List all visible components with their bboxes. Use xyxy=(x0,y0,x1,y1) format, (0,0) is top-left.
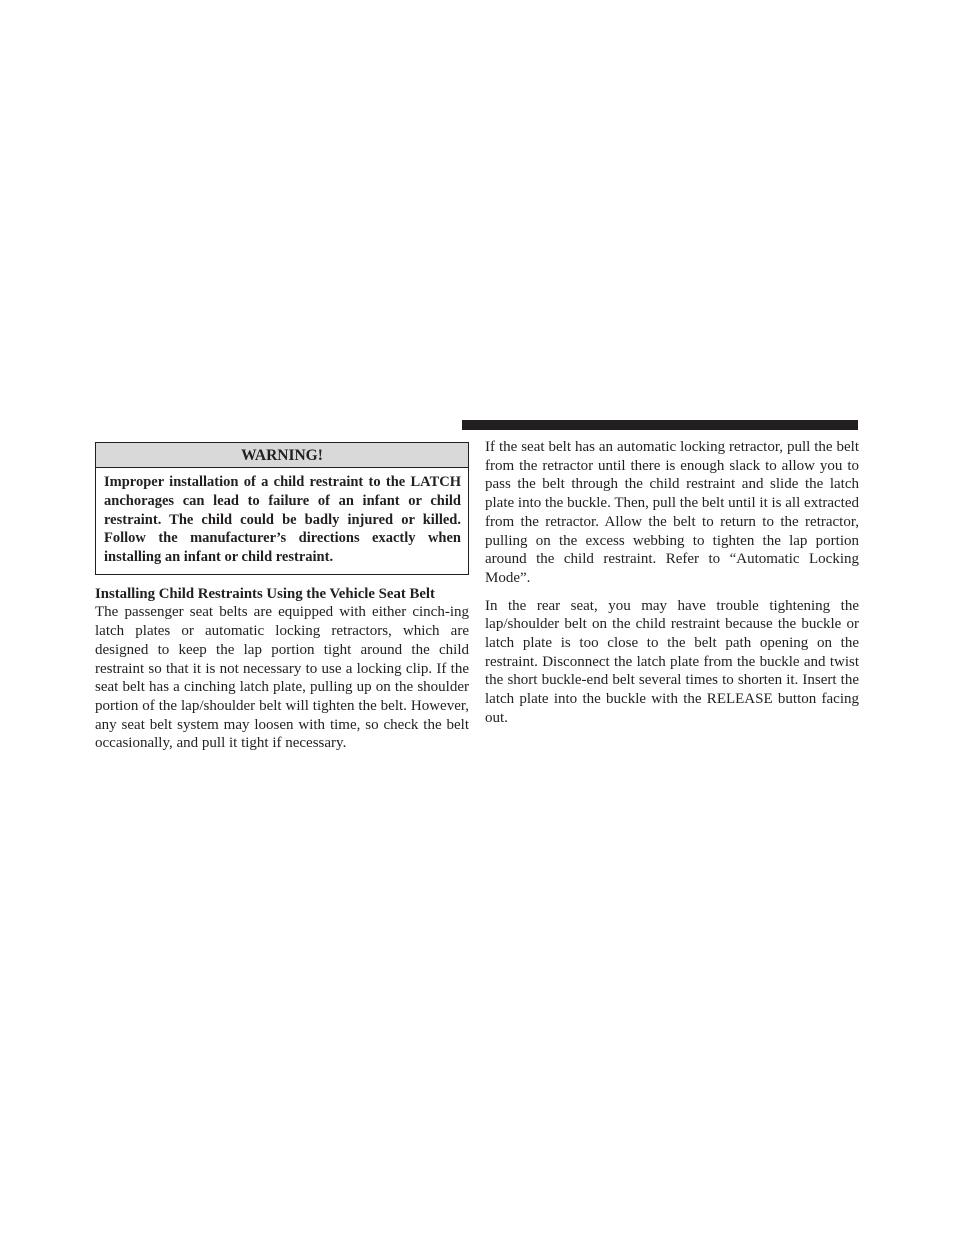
left-column xyxy=(95,442,469,753)
section-paragraph: The passenger seat belts are equipped with either cinch-ing latch plates or automatic locking retractors, which are designed to keep the lap portion tight around the child restraint so that it is not necessary to use a locking clip. If the seat belt has a cinching latch plate, pulling up on the shoulder portion of the lap/shoulder belt will tighten the belt. However, any seat belt system may loosen with time, so check the belt occasionally, and pull it tight if necessary. xyxy=(95,604,469,752)
section-heading: Installing Child Restraints Using the Vehicle Seat Belt xyxy=(95,585,435,602)
warning-box xyxy=(95,442,469,575)
warning-title: WARNING! xyxy=(96,443,468,468)
right-paragraph-1: If the seat belt has an automatic locking retractor, pull the belt from the retractor until there is enough slack to allow you to pass the belt through the child restraint and slide the latch plate into the buckle. Then, pull the belt until it is all extracted from the retractor. Allow the belt to return to the retractor, pulling on the excess webbing to tighten the lap portion around the child restraint. Refer to “Automatic Locking Mode”. xyxy=(485,439,859,586)
right-column xyxy=(485,438,859,728)
warning-text: Improper installation of a child restraint to the LATCH anchorages can lead to failure of an infant or child restraint. The child could be badly injured or killed. Follow the manufacturer’s directions exactly when installing an infant or child restraint. xyxy=(104,474,461,566)
right-paragraph-2: In the rear seat, you may have trouble tightening the lap/shoulder belt on the child restraint because the buckle or latch plate is too close to the belt path opening on the restraint. Disconnect the latch plate from the buckle and twist the short buckle-end belt several times to shorten it. Insert the latch plate into the buckle with the RELEASE button facing out. xyxy=(485,597,859,726)
section-top-rule xyxy=(462,420,858,430)
